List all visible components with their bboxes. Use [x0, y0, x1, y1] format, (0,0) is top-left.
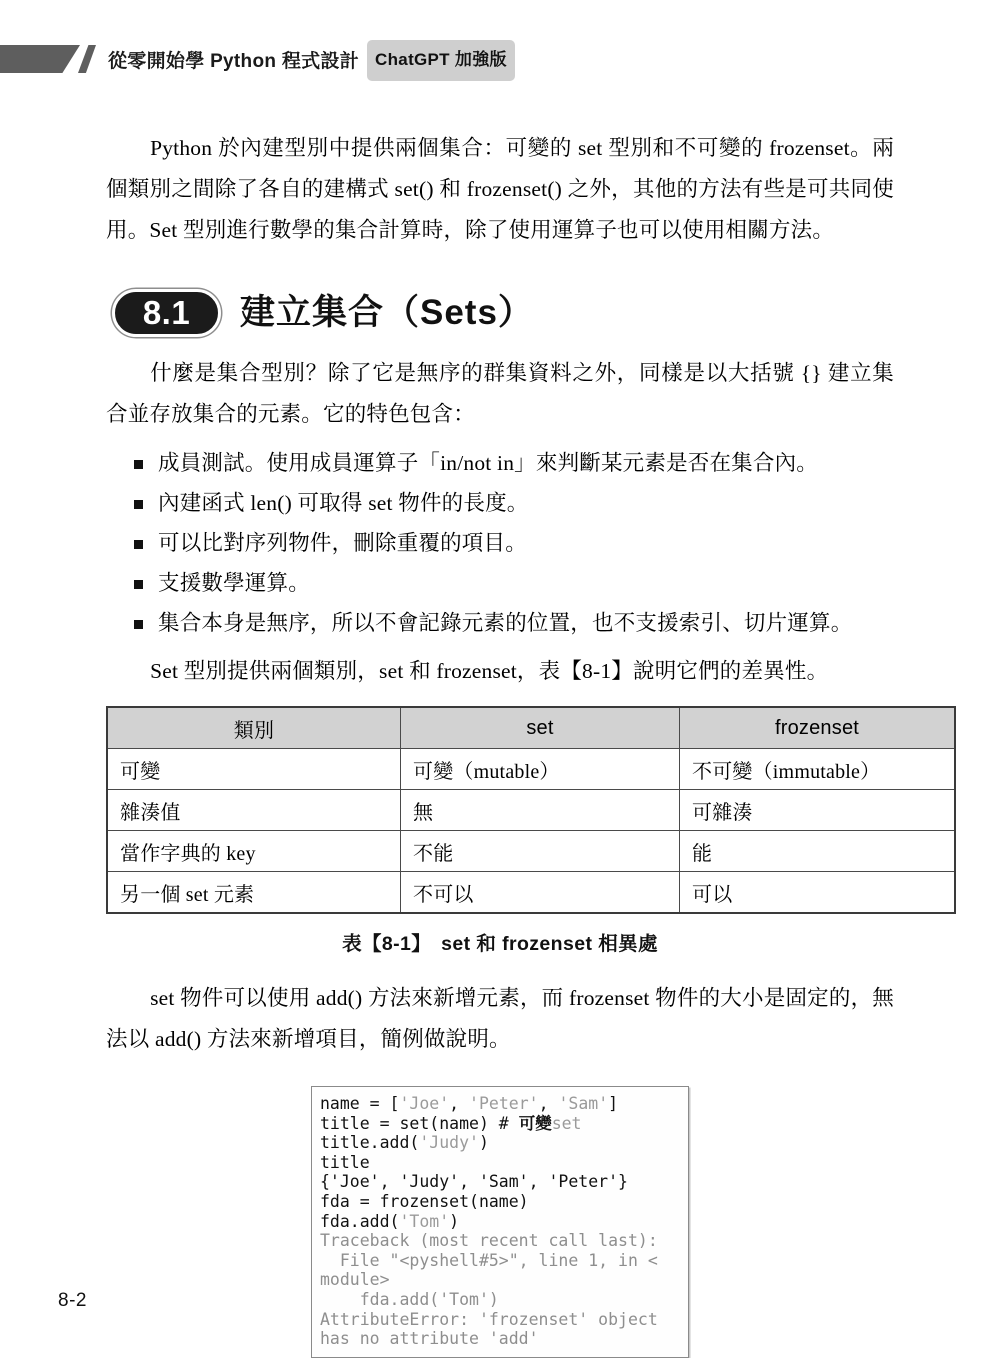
after-table-paragraph: set 物件可以使用 add() 方法來新增元素，而 frozenset 物件的大小是固定的，無法以 add() 方法來新增項目，簡例做說明。	[106, 986, 894, 1051]
table-header-cell: 類別	[107, 707, 401, 749]
table-row	[107, 790, 955, 831]
section-number-pill	[112, 289, 225, 341]
page-number-footer: 8-2	[58, 1290, 87, 1311]
code-token: 'Joe'	[399, 1094, 450, 1113]
table-row	[107, 749, 955, 790]
code-block-wrap	[106, 1086, 894, 1358]
feature-bullet-list	[106, 443, 894, 643]
list-item: 可以比對序列物件，刪除重覆的項目。	[132, 523, 894, 563]
code-token: name = [	[320, 1094, 400, 1113]
list-item: 成員測試。使用成員運算子「in/not in」來判斷某元素是否在集合內。	[132, 443, 894, 483]
table-cell: 可變	[107, 749, 401, 790]
table-header-cell: set	[401, 707, 680, 749]
table-cell: 另一個 set 元素	[107, 872, 401, 914]
code-token: {'Joe', 'Judy', 'Sam', 'Peter'}	[320, 1172, 628, 1192]
code-token: ]	[608, 1094, 619, 1113]
code-token: module>	[320, 1270, 390, 1290]
code-block	[311, 1086, 689, 1358]
section-heading	[112, 289, 894, 347]
code-token: ,	[449, 1094, 470, 1113]
table-header-row	[107, 707, 955, 749]
table-row	[107, 872, 955, 914]
table-cell: 雜湊值	[107, 790, 401, 831]
table-caption	[106, 928, 894, 956]
comparison-table-wrap	[106, 706, 894, 914]
table-cell: 能	[680, 831, 956, 872]
table-caption-label: 表【8-1】	[342, 933, 432, 955]
header-badge: ChatGPT 加強版	[367, 40, 515, 81]
table-caption-text: set 和 frozenset 相異處	[441, 933, 658, 955]
section-number: 8.1	[142, 294, 191, 331]
header-title	[108, 40, 515, 81]
code-token: title	[320, 1152, 370, 1172]
code-token: title = set(name) #	[320, 1113, 519, 1133]
code-token: 'Judy'	[419, 1133, 479, 1153]
code-token: Traceback (most recent call last):	[320, 1231, 658, 1251]
code-token: set	[551, 1113, 582, 1133]
code-token: ,	[538, 1094, 559, 1113]
table-cell: 可雜湊	[680, 790, 956, 831]
page-header	[0, 40, 1000, 80]
table-cell: 不可變（immutable）	[680, 749, 956, 790]
header-bar-decoration	[0, 45, 80, 73]
code-token: AttributeError: 'frozenset' object	[320, 1309, 658, 1329]
code-token: title.add(	[320, 1133, 420, 1153]
section-title: 建立集合（Sets）	[240, 293, 534, 332]
code-token: 可變	[518, 1113, 552, 1133]
table-cell: 無	[401, 790, 680, 831]
table-intro-paragraph: Set 型別提供兩個類別，set 和 frozenset，表【8-1】說明它們的差異性。	[150, 659, 829, 683]
table-cell: 可以	[680, 872, 956, 914]
code-token: fda.add('Tom')	[320, 1289, 499, 1309]
header-slash-decoration	[78, 45, 96, 73]
header-title-text: 從零開始學 Python 程式設計	[108, 51, 360, 72]
page-content	[106, 128, 894, 1358]
table-cell: 不能	[401, 831, 680, 872]
table-row	[107, 831, 955, 872]
table-header-cell: frozenset	[680, 707, 956, 749]
table-cell: 不可以	[401, 872, 680, 914]
code-token: has no attribute 'add'	[320, 1329, 539, 1349]
comparison-table	[106, 706, 956, 914]
code-token: fda.add(	[320, 1211, 400, 1231]
code-token: )	[449, 1211, 460, 1231]
code-token: File "<pyshell#5>", line 1, in <	[320, 1250, 658, 1270]
lead-paragraph: 什麼是集合型別？除了它是無序的群集資料之外，同樣是以大括號 {} 建立集合並存放集合的元素。它的特色包含：	[106, 361, 894, 426]
table-cell: 可變（mutable）	[401, 749, 680, 790]
list-item: 集合本身是無序，所以不會記錄元素的位置，也不支援索引、切片運算。	[132, 603, 894, 643]
code-token: 'Sam'	[558, 1094, 609, 1113]
code-token: )	[478, 1133, 489, 1153]
code-token: fda = frozenset(name)	[320, 1191, 529, 1211]
intro-paragraph: Python 於內建型別中提供兩個集合：可變的 set 型別和不可變的 frozenset。兩個類別之間除了各自的建構式 set() 和 frozenset() 之外，其他的方法有些是可共同使用。Set 型別進行數學的集合計算時，除了使用運算子也可以使用相關方法。	[106, 136, 894, 242]
list-item: 內建函式 len() 可取得 set 物件的長度。	[132, 483, 894, 523]
code-token: 'Tom'	[399, 1211, 450, 1231]
code-token: 'Peter'	[469, 1094, 539, 1113]
table-cell: 當作字典的 key	[107, 831, 401, 872]
list-item: 支援數學運算。	[132, 563, 894, 603]
